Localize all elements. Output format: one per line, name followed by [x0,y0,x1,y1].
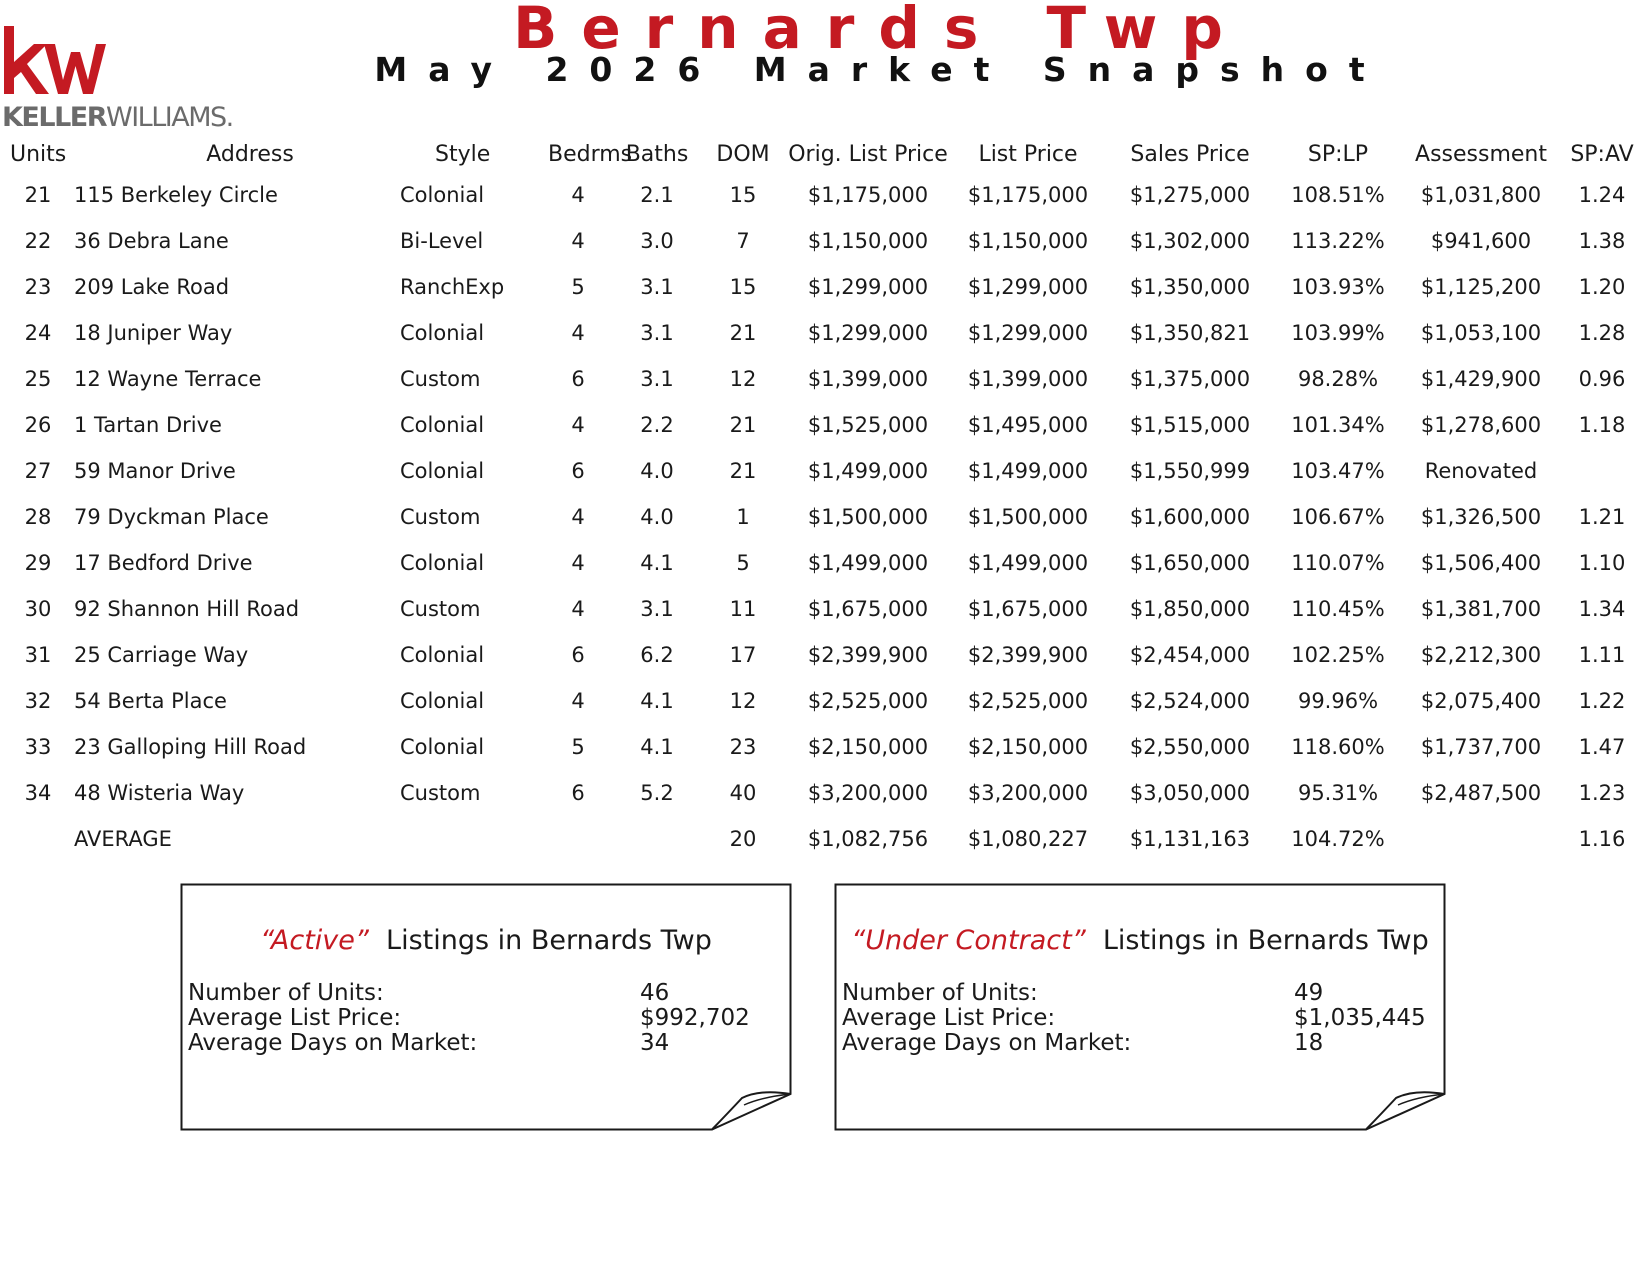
cell-assessment: $1,053,100 [1420,321,1542,345]
cell-baths: 4.0 [640,505,674,529]
cell-list-price: $1,499,000 [967,459,1089,483]
cell-sales-price: $2,550,000 [1129,735,1251,759]
cell-address: 115 Berkeley Circle [74,183,278,207]
cell-dom: 21 [729,413,757,437]
cell-style: RanchExp [400,275,505,299]
cell-sp-av: 1.21 [1578,505,1626,529]
cell-bedrooms: 6 [571,459,585,483]
cell-baths: 3.0 [640,229,674,253]
cell-list-price: $1,499,000 [967,551,1089,575]
cell-sp-lp: 103.99% [1291,321,1385,345]
cell-orig-list-price: $1,499,000 [807,551,929,575]
header-sp-av: SP:AV [1570,142,1634,167]
cell-dom: 11 [729,597,757,621]
cell-sp-lp: 118.60% [1291,735,1385,759]
under-contract-box [834,883,1446,1131]
cell-dom: 15 [729,275,757,299]
cell-bedrooms: 4 [571,597,585,621]
cell-address: 54 Berta Place [74,689,227,713]
cell-assessment: $2,075,400 [1420,689,1542,713]
cell-sp-av: 1.28 [1578,321,1626,345]
table-row [0,175,1650,221]
header-sales-price: Sales Price [1130,142,1250,167]
cell-sales-price: $1,850,000 [1129,597,1251,621]
cell-sp-lp: 103.47% [1291,459,1385,483]
cell-bedrooms: 4 [571,183,585,207]
cell-assessment: $2,487,500 [1420,781,1542,805]
cell-dom: 5 [736,551,750,575]
cell-unit: 21 [24,183,52,207]
cell-address: 12 Wayne Terrace [74,367,262,391]
cell-unit: 31 [24,643,52,667]
keller-williams-wordmark [2,102,233,133]
cell-bedrooms: 5 [571,735,585,759]
header-units: Units [10,142,67,167]
cell-bedrooms: 4 [571,321,585,345]
active-box-title [180,925,792,956]
cell-sales-price: $3,050,000 [1129,781,1251,805]
logo-registered-mark: . [225,102,233,133]
table-row [0,773,1650,819]
header-assessment: Assessment [1415,142,1547,167]
average-sales-price: $1,131,163 [1129,827,1251,851]
cell-style: Custom [400,781,481,805]
active-listings-box [180,883,792,1131]
cell-dom: 12 [729,367,757,391]
page-subtitle: May 2026 Market Snapshot [374,50,1386,89]
table-header-row [0,135,1650,175]
cell-sp-av: 1.20 [1578,275,1626,299]
average-sp-av: 1.16 [1578,827,1626,851]
stat-value: 46 [640,980,670,1006]
cell-orig-list-price: $1,175,000 [807,183,929,207]
contract-box-title [834,925,1446,956]
cell-unit: 25 [24,367,52,391]
average-list-price: $1,080,227 [967,827,1089,851]
cell-unit: 27 [24,459,52,483]
cell-baths: 2.2 [640,413,674,437]
cell-orig-list-price: $1,499,000 [807,459,929,483]
cell-sp-lp: 103.93% [1291,275,1385,299]
stat-label: Average Days on Market: [188,1030,478,1056]
cell-sales-price: $1,650,000 [1129,551,1251,575]
cell-bedrooms: 6 [571,643,585,667]
header-style: Style [435,142,491,167]
cell-list-price: $1,495,000 [967,413,1089,437]
cell-sp-av: 1.47 [1578,735,1626,759]
cell-unit: 24 [24,321,52,345]
header-baths: Baths [625,142,689,167]
cell-orig-list-price: $1,525,000 [807,413,929,437]
cell-baths: 5.2 [640,781,674,805]
cell-dom: 23 [729,735,757,759]
page-title: Bernards Twp [513,0,1247,62]
cell-unit: 30 [24,597,52,621]
cell-baths: 3.1 [640,367,674,391]
cell-sales-price: $2,524,000 [1129,689,1251,713]
cell-baths: 4.0 [640,459,674,483]
stat-value: $992,702 [640,1005,750,1031]
cell-style: Colonial [400,459,485,483]
table-row [0,543,1650,589]
stat-label: Average List Price: [188,1005,402,1031]
cell-dom: 15 [729,183,757,207]
table-row [0,221,1650,267]
cell-style: Bi-Level [400,229,484,253]
cell-sp-av: 1.24 [1578,183,1626,207]
cell-bedrooms: 5 [571,275,585,299]
cell-baths: 2.1 [640,183,674,207]
cell-address: 59 Manor Drive [74,459,236,483]
cell-assessment: $1,737,700 [1420,735,1542,759]
cell-baths: 4.1 [640,689,674,713]
cell-sales-price: $1,350,821 [1129,321,1251,345]
stat-value: 49 [1294,980,1324,1006]
cell-address: 36 Debra Lane [74,229,229,253]
table-row [0,451,1650,497]
average-label: AVERAGE [74,827,172,851]
header-bedrooms: Bedrms [548,142,633,167]
cell-list-price: $2,525,000 [967,689,1089,713]
cell-orig-list-price: $1,299,000 [807,275,929,299]
cell-list-price: $2,150,000 [967,735,1089,759]
cell-baths: 6.2 [640,643,674,667]
cell-sp-av: 1.11 [1578,643,1626,667]
cell-assessment: $1,031,800 [1420,183,1542,207]
cell-baths: 4.1 [640,551,674,575]
average-orig-list-price: $1,082,756 [807,827,929,851]
header-orig-list-price: Orig. List Price [788,142,948,167]
cell-sales-price: $1,275,000 [1129,183,1251,207]
logo-text-williams: WILLIAMS [106,102,226,133]
cell-address: 18 Juniper Way [74,321,233,345]
cell-assessment: $1,381,700 [1420,597,1542,621]
cell-dom: 40 [729,781,757,805]
cell-sp-av: 1.38 [1578,229,1626,253]
cell-dom: 21 [729,321,757,345]
cell-style: Colonial [400,643,485,667]
cell-unit: 29 [24,551,52,575]
cell-baths: 4.1 [640,735,674,759]
cell-dom: 12 [729,689,757,713]
cell-address: 209 Lake Road [74,275,230,299]
cell-address: 92 Shannon Hill Road [74,597,300,621]
cell-sp-av: 0.96 [1578,367,1626,391]
header-dom: DOM [716,142,770,167]
logo-text-keller: KELLER [2,102,107,133]
header-sp-lp: SP:LP [1307,142,1369,167]
cell-bedrooms: 4 [571,551,585,575]
cell-bedrooms: 4 [571,689,585,713]
cell-style: Colonial [400,735,485,759]
cell-assessment: $1,429,900 [1420,367,1542,391]
cell-address: 17 Bedford Drive [74,551,253,575]
cell-orig-list-price: $2,525,000 [807,689,929,713]
cell-unit: 28 [24,505,52,529]
cell-list-price: $1,399,000 [967,367,1089,391]
cell-address: 48 Wisteria Way [74,781,245,805]
cell-unit: 33 [24,735,52,759]
cell-list-price: $1,150,000 [967,229,1089,253]
cell-unit: 26 [24,413,52,437]
cell-sp-av: 1.10 [1578,551,1626,575]
cell-orig-list-price: $1,399,000 [807,367,929,391]
cell-style: Colonial [400,413,485,437]
cell-sp-lp: 106.67% [1291,505,1385,529]
cell-sp-av: 1.23 [1578,781,1626,805]
table-row [0,635,1650,681]
cell-address: 23 Galloping Hill Road [74,735,307,759]
cell-sp-av: 1.18 [1578,413,1626,437]
stat-value: $1,035,445 [1294,1005,1426,1031]
cell-bedrooms: 6 [571,781,585,805]
cell-address: 1 Tartan Drive [74,413,222,437]
cell-orig-list-price: $2,399,900 [807,643,929,667]
cell-dom: 17 [729,643,757,667]
cell-dom: 21 [729,459,757,483]
header-address: Address [206,142,294,167]
cell-sales-price: $1,350,000 [1129,275,1251,299]
cell-unit: 32 [24,689,52,713]
table-row [0,359,1650,405]
cell-sales-price: $2,454,000 [1129,643,1251,667]
cell-sp-lp: 113.22% [1291,229,1385,253]
cell-sp-lp: 95.31% [1297,781,1379,805]
cell-style: Colonial [400,551,485,575]
cell-sales-price: $1,550,999 [1129,459,1251,483]
cell-unit: 34 [24,781,52,805]
cell-list-price: $1,175,000 [967,183,1089,207]
cell-sp-av: 1.22 [1578,689,1626,713]
active-title-highlight: “Active” [260,925,369,956]
cell-baths: 3.1 [640,275,674,299]
cell-assessment: Renovated [1424,459,1538,483]
stat-label: Average List Price: [842,1005,1056,1031]
table-body [0,175,1650,819]
table-row [0,727,1650,773]
cell-sp-lp: 98.28% [1297,367,1379,391]
stat-value: 18 [1294,1030,1324,1056]
cell-dom: 1 [736,505,750,529]
cell-orig-list-price: $1,150,000 [807,229,929,253]
table-row [0,681,1650,727]
cell-sales-price: $1,375,000 [1129,367,1251,391]
cell-unit: 23 [24,275,52,299]
cell-sp-lp: 102.25% [1291,643,1385,667]
cell-sales-price: $1,302,000 [1129,229,1251,253]
cell-unit: 22 [24,229,52,253]
cell-orig-list-price: $1,299,000 [807,321,929,345]
table-row [0,313,1650,359]
table-row [0,497,1650,543]
cell-bedrooms: 6 [571,367,585,391]
average-dom: 20 [729,827,757,851]
cell-sales-price: $1,515,000 [1129,413,1251,437]
stat-label: Average Days on Market: [842,1030,1132,1056]
cell-list-price: $1,299,000 [967,275,1089,299]
table-row [0,589,1650,635]
cell-orig-list-price: $2,150,000 [807,735,929,759]
cell-dom: 7 [736,229,750,253]
cell-bedrooms: 4 [571,229,585,253]
cell-style: Custom [400,597,481,621]
stat-value: 34 [640,1030,670,1056]
cell-orig-list-price: $3,200,000 [807,781,929,805]
cell-bedrooms: 4 [571,413,585,437]
cell-sp-lp: 99.96% [1297,689,1379,713]
cell-address: 79 Dyckman Place [74,505,269,529]
cell-assessment: $1,326,500 [1420,505,1542,529]
cell-list-price: $3,200,000 [967,781,1089,805]
cell-assessment: $2,212,300 [1420,643,1542,667]
cell-address: 25 Carriage Way [74,643,249,667]
cell-orig-list-price: $1,500,000 [807,505,929,529]
cell-sp-lp: 108.51% [1291,183,1385,207]
cell-style: Colonial [400,183,485,207]
cell-assessment: $1,278,600 [1420,413,1542,437]
cell-sp-lp: 101.34% [1291,413,1385,437]
cell-style: Custom [400,367,481,391]
header-list-price: List Price [978,142,1078,167]
sales-table [0,135,1650,865]
cell-style: Custom [400,505,481,529]
cell-list-price: $1,500,000 [967,505,1089,529]
cell-sales-price: $1,600,000 [1129,505,1251,529]
cell-assessment: $941,600 [1430,229,1532,253]
cell-sp-lp: 110.45% [1291,597,1385,621]
cell-baths: 3.1 [640,597,674,621]
cell-baths: 3.1 [640,321,674,345]
cell-bedrooms: 4 [571,505,585,529]
cell-style: Colonial [400,689,485,713]
cell-list-price: $2,399,900 [967,643,1089,667]
contract-title-highlight: “Under Contract” [851,925,1086,956]
contract-title-rest: Listings in Bernards Twp [1102,925,1429,956]
cell-assessment: $1,506,400 [1420,551,1542,575]
cell-list-price: $1,299,000 [967,321,1089,345]
cell-assessment: $1,125,200 [1420,275,1542,299]
cell-style: Colonial [400,321,485,345]
cell-orig-list-price: $1,675,000 [807,597,929,621]
average-row [0,819,1650,865]
active-title-rest: Listings in Bernards Twp [386,925,712,956]
stat-label: Number of Units: [188,980,384,1006]
cell-sp-av: 1.34 [1578,597,1626,621]
table-row [0,405,1650,451]
cell-sp-lp: 110.07% [1291,551,1385,575]
table-row [0,267,1650,313]
average-sp-lp: 104.72% [1291,827,1385,851]
stat-label: Number of Units: [842,980,1038,1006]
cell-list-price: $1,675,000 [967,597,1089,621]
